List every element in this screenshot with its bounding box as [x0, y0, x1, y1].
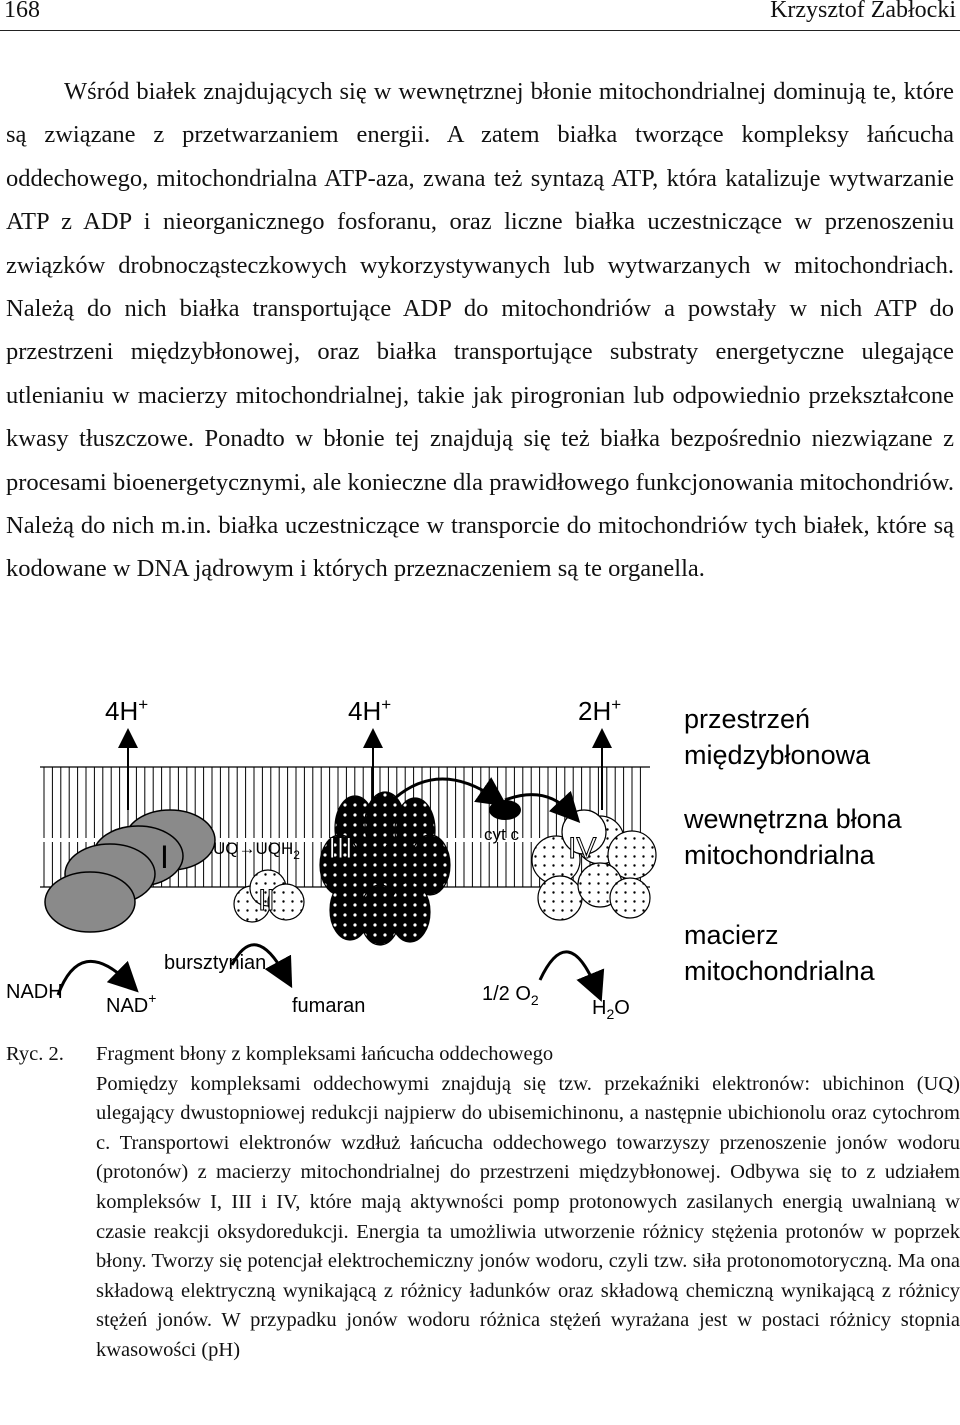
membrane-label-1: wewnętrzna błona: [684, 804, 902, 834]
region-labels: [683, 704, 903, 986]
page-number: 168: [4, 0, 40, 23]
intermembrane-label-1: przestrzeń: [684, 704, 811, 734]
body-text: [6, 70, 954, 591]
membrane-label-2: mitochondrialna: [684, 840, 875, 870]
complex-III: [320, 792, 450, 945]
paragraph: Wśród białek znajdujących się w wewnętrznej błonie mitochondrialnej dominują te, które są związane z przetwarzaniem energii. A zatem białka tworzące kompleksy łańcucha oddechowego, mitochondrialna ATP-aza, zwana też syntazą ATP, która katalizuje wytwarzanie ATP z ADP i nieorganicznego fosforanu, oraz liczne białka uczestniczące w przenoszeniu związków drobnocząsteczkowych wykorzystywanych lub wytwarzanych w mitochondriach. Należą do nich białka transportujące ADP do mitochondriów a powstały w nich ATP do przestrzeni międzybłonowej, oraz białka transportujące substraty energetyczne ulegające utlenianiu w macierzy mitochondrialnej, takie jak pirogronian lub odpowiednio przekształcone kwasy tłuszczowe. Ponadto w błonie tej znajdują się też białka bezpośrednio niezwiązane z procesami bioenergetycznymi, ale konieczne dla prawidłowego funkcjonowania mitochondriów. Należą do nich m.in. białka uczestniczące w transporcie do mitochondriów tych białek, które są kodowane w DNA jądrowym i których przeznaczeniem są te organella.: [6, 78, 954, 583]
caption-body: Pomiędzy kompleksami oddechowymi znajdują się tzw. przekaźniki elektronów: ubichinon (UQ) ulegający dwustopniowej redukcji najpierw do ubisemichinonu, a następnie ubichionolu oraz cytochrom c. Transportowi elektronów wzdłuż łańcucha oddechowego towarzyszy przenoszenie jonów wodoru (protonów) z macierzy mitochondrialnej do przestrzeni międzybłonowej. Odbywa się to z udziałem kompleksów I, III i IV, które mają aktywności pomp protonowych zasilanych energią uwalnianą w czasie reakcji oksydoredukcji. Energia ta umożliwia utworzenie różnicy stężenia protonów w poprzek błony. Tworzy się potencjał elektrochemiczny jonów wodoru, czyli tzw. siła protonomotoryczną. Ma ona składową elektryczną wynikającą z różnicy ładunków oraz składową chemiczną wynikającą z różnicy stężeń jonów. W przypadku jonów wodoru różnica stężeń wyrażana jest w postaci różnicy stopnia kwasowości (pH): [96, 1072, 960, 1361]
matrix-label-1: macierz: [684, 920, 779, 950]
succinate-label: bursztynian: [164, 952, 267, 974]
nad-label: NAD+: [106, 990, 157, 1017]
nadh-label: NADH: [6, 981, 63, 1003]
caption-title: Fragment błony z kompleksami łańcucha oddechowego: [96, 1043, 554, 1065]
page-header: [0, 0, 960, 31]
oxygen-label: 1/2 $O_2$: [482, 983, 539, 1008]
matrix-label-2: mitochondrialna: [684, 956, 875, 986]
complex-III-label: III: [328, 832, 354, 865]
cyt-c-label: cyt c: [484, 825, 519, 844]
fumarate-label: fumaran: [292, 995, 366, 1017]
caption-label: Ryc. 2.: [6, 1043, 64, 1065]
complex-IV-label: IV: [568, 832, 597, 865]
proton-label-left: 4H+: [105, 695, 149, 726]
complex-I-label: I: [160, 839, 169, 875]
respiratory-chain-figure: [0, 690, 960, 1030]
complex-IV: [532, 810, 656, 920]
svg-text:UQ→UQH2: $UQ\to UQH_2$: [213, 839, 300, 862]
proton-label-middle: 4H+: [348, 695, 392, 726]
proton-label-right: 2H+: [578, 695, 622, 726]
complex-I: [45, 810, 215, 932]
running-author: Krzysztof Zabłocki: [770, 0, 956, 23]
water-label: $H_2O$: [592, 997, 630, 1022]
complex-II-label: II: [258, 884, 275, 917]
electron-flow-arrow: [395, 779, 495, 798]
complex-II: [234, 870, 304, 922]
intermembrane-label-2: międzybłonowa: [684, 740, 871, 770]
